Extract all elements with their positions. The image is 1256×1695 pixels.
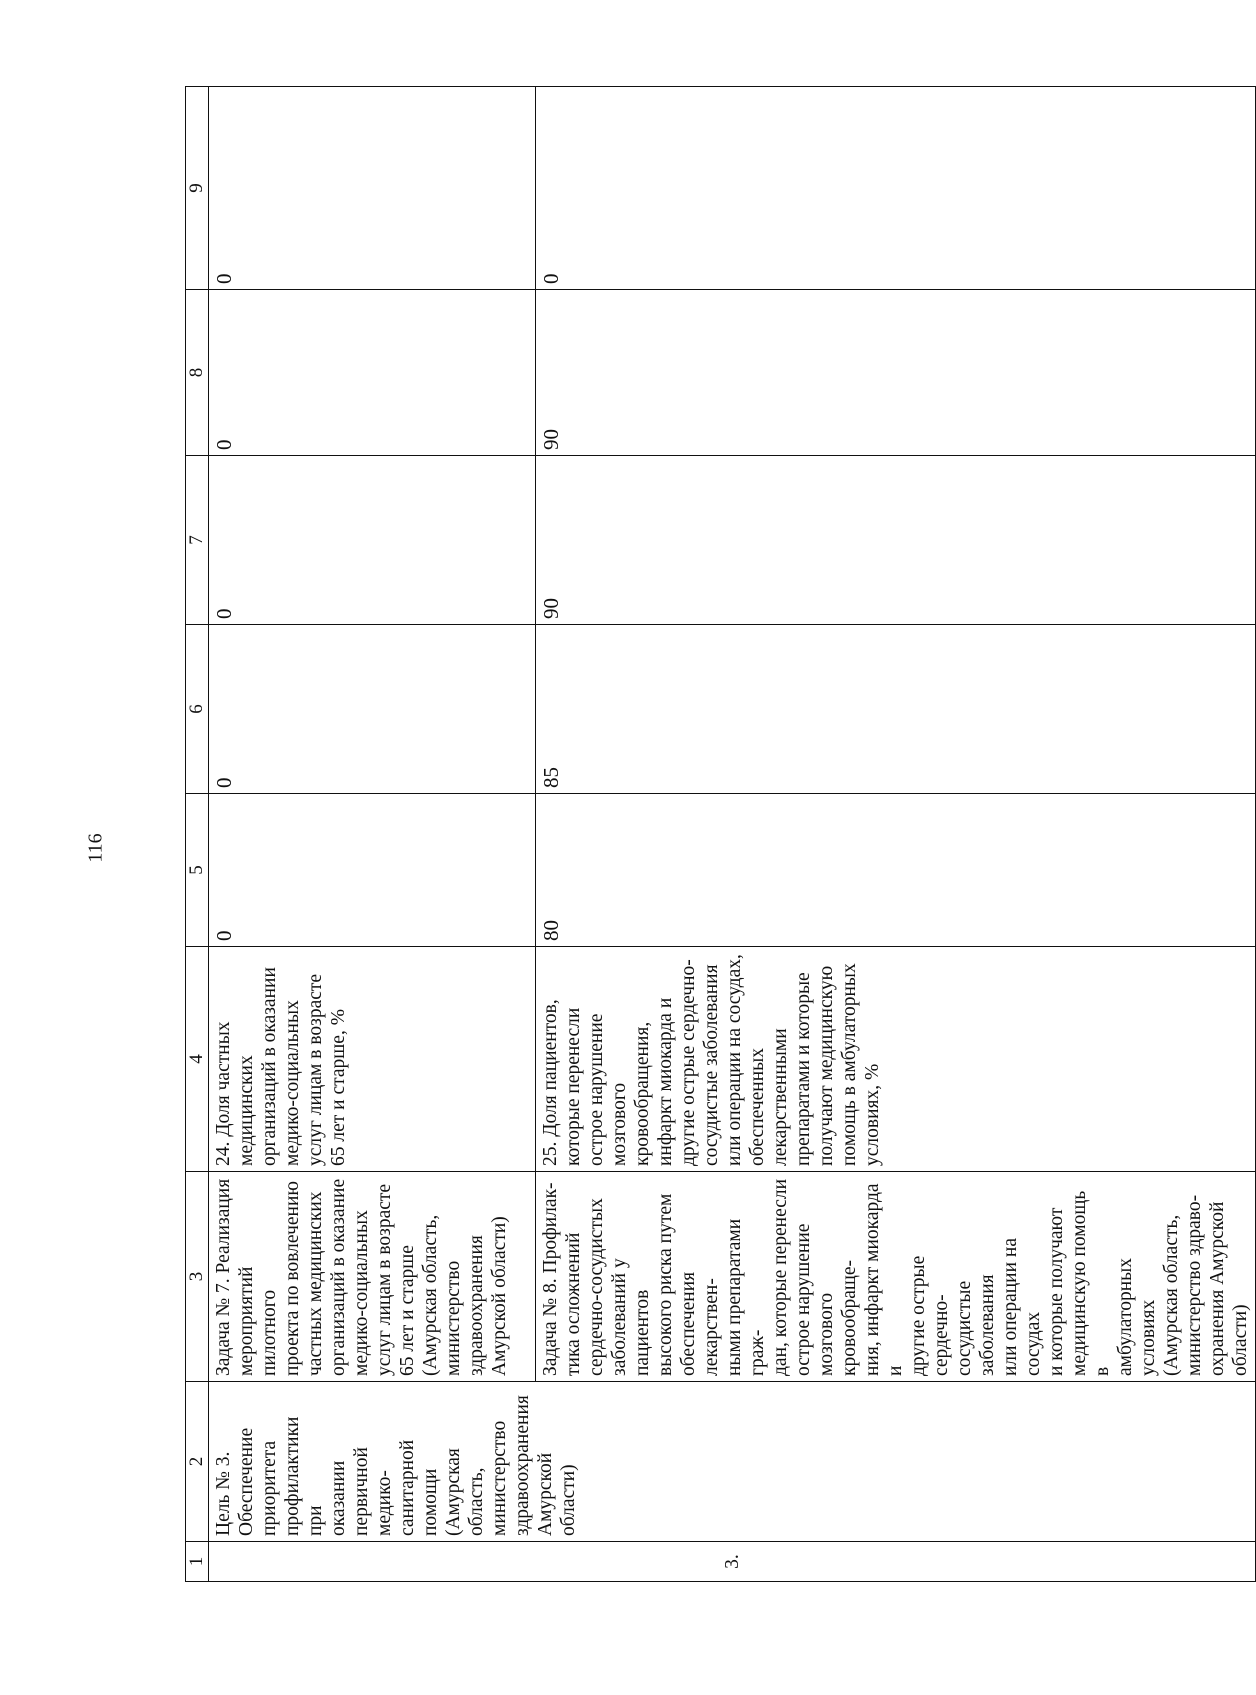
indicator-cell: 24. Доля частных медицинских организаций в оказании медико-социальных услуг лицам в возрасте 65 лет и старше, % (209, 947, 536, 1172)
value-cell: 0 (209, 87, 536, 290)
value-cell: 90 (536, 290, 1256, 456)
header-row (186, 87, 209, 1582)
indicators-table (185, 86, 1256, 1582)
task-cell: Задача № 8. Профилак- тика осложнений сердечно-сосудистых заболеваний у пациентов высокого риска путем обеспечения лекарствен- ными препаратами граж- дан, которые перенесли острое нарушение мозгового кровообраще- ния, инфаркт миокарда и другие острые сердечно- сосудистые заболевания или операции на сосудах и которые получают медицинскую помощь в амбулаторных условиях (Амурская область, министерство здраво- охранения Амурской области) (536, 1172, 1256, 1382)
table-row (209, 87, 536, 1582)
column-header-3: 3 (186, 1172, 209, 1382)
row-group-index: 3. (209, 1542, 1256, 1582)
task-cell: Задача № 7. Реализация мероприятий пилотного проекта по вовлечению частных медицинских организаций в оказание медико-социальных услуг лицам в возрасте 65 лет и старше (Амурская область, министерство здравоохранения Амурской области) (209, 1172, 536, 1382)
table-header (186, 87, 209, 1582)
value-cell: 0 (209, 794, 536, 947)
page-number: 116 (84, 833, 107, 863)
value-cell: 0 (209, 625, 536, 794)
rotated-table-wrapper (185, 87, 1252, 1582)
value-cell: 85 (536, 625, 1256, 794)
value-cell: 90 (536, 456, 1256, 625)
value-cell: 0 (536, 87, 1256, 290)
value-cell: 0 (209, 456, 536, 625)
column-header-1: 1 (186, 1542, 209, 1582)
indicator-cell: 25. Доля пациентов, которые перенесли острое нарушение мозгового кровообращения, инфаркт миокарда и другие острые сердечно- сосудистые заболевания или операции на сосудах, обеспеченных лекарственными препаратами и которые получают медицинскую помощь в амбулаторных условиях, % (536, 947, 1256, 1172)
column-header-9: 9 (186, 87, 209, 290)
column-header-2: 2 (186, 1382, 209, 1542)
value-cell: 0 (209, 290, 536, 456)
table-row (536, 87, 1256, 1582)
column-header-8: 8 (186, 290, 209, 456)
column-header-4: 4 (186, 947, 209, 1172)
column-header-7: 7 (186, 456, 209, 625)
column-header-6: 6 (186, 625, 209, 794)
value-cell: 80 (536, 794, 1256, 947)
column-header-5: 5 (186, 794, 209, 947)
goal-cell: Цель № 3. Обеспечение приоритета профилактики при оказании первичной медико-санитарной помощи (Амурская область, министерство здравоохранения Амурской области) (209, 1382, 1256, 1542)
